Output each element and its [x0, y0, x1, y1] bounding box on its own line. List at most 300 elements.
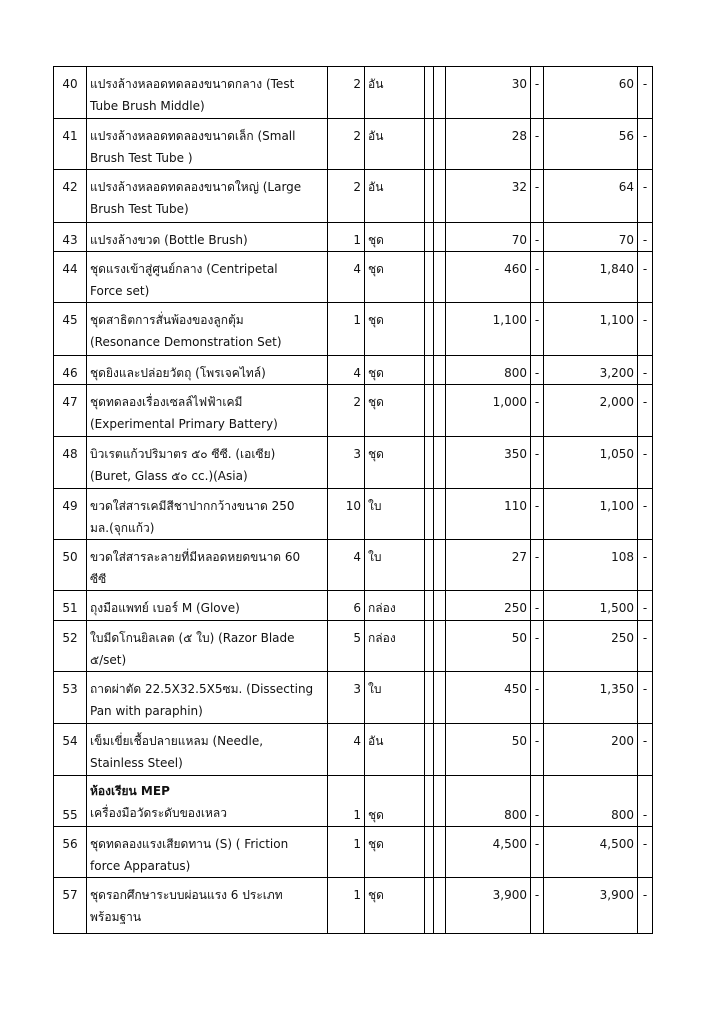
total-dash-cell [638, 170, 653, 223]
price-dash-cell [531, 385, 544, 437]
unit-cell [365, 827, 425, 878]
item-number: 52 [62, 631, 78, 645]
unit-price-cell [446, 489, 531, 540]
unit-price-cell [446, 170, 531, 223]
equipment-price-table [53, 66, 653, 934]
description-line: มล.(จุกแก้ว) [90, 521, 155, 535]
blank-a-cell [425, 303, 434, 356]
quantity-cell [328, 119, 365, 170]
total-price: 64 [618, 180, 634, 194]
description-line: ชุดยิงและปล่อยวัตถุ (โพรเจคไทล์) [90, 366, 266, 380]
table-row [54, 540, 653, 591]
price-dash: - [534, 77, 540, 91]
total-price: 70 [618, 233, 634, 247]
total-price-cell [544, 621, 638, 672]
item-description-cell [87, 489, 328, 540]
quantity: 1 [353, 837, 361, 851]
total-price: 3,200 [599, 366, 634, 380]
price-dash-cell [531, 437, 544, 489]
total-dash-cell [638, 356, 653, 385]
quantity-cell [328, 252, 365, 303]
unit-price: 70 [511, 233, 527, 247]
quantity: 1 [353, 808, 361, 822]
total-price: 800 [611, 808, 634, 822]
unit-price-cell [446, 356, 531, 385]
blank-a-cell [425, 776, 434, 827]
unit: ชุด [368, 888, 384, 902]
unit: ชุด [368, 808, 384, 822]
item-description-cell [87, 67, 328, 119]
item-description-cell [87, 119, 328, 170]
table-row [54, 878, 653, 934]
blank-b-cell [434, 223, 446, 252]
blank-b-cell [434, 540, 446, 591]
total-dash-cell [638, 303, 653, 356]
item-description-cell [87, 776, 328, 827]
unit: อัน [368, 77, 384, 91]
price-dash: - [534, 734, 540, 748]
table-row [54, 776, 653, 827]
blank-b-cell [434, 385, 446, 437]
total-dash: - [642, 550, 648, 564]
total-price: 1,050 [599, 447, 634, 461]
price-dash: - [534, 499, 540, 513]
item-number: 43 [62, 233, 78, 247]
unit-cell [365, 591, 425, 621]
item-description-cell [87, 170, 328, 223]
unit: กล่อง [368, 631, 396, 645]
price-dash: - [534, 233, 540, 247]
item-description-cell [87, 223, 328, 252]
unit-cell [365, 489, 425, 540]
unit-price-cell [446, 540, 531, 591]
description-line: Pan with paraphin) [90, 704, 203, 718]
unit-price: 50 [511, 734, 527, 748]
unit-cell [365, 67, 425, 119]
unit-price: 250 [504, 601, 527, 615]
price-dash-cell [531, 252, 544, 303]
unit-price: 50 [511, 631, 527, 645]
item-number-cell [54, 621, 87, 672]
total-dash: - [642, 129, 648, 143]
unit-cell [365, 119, 425, 170]
quantity-cell [328, 621, 365, 672]
description-line: แปรงล้างขวด (Bottle Brush) [90, 233, 248, 247]
total-dash: - [642, 888, 648, 902]
quantity: 4 [353, 734, 361, 748]
description-line: แปรงล้างหลอดทดลองขนาดกลาง (Test [90, 77, 295, 91]
quantity-cell [328, 878, 365, 934]
price-dash-cell [531, 119, 544, 170]
item-number: 51 [62, 601, 78, 615]
quantity: 4 [353, 262, 361, 276]
unit-price-cell [446, 724, 531, 776]
unit-price: 27 [511, 550, 527, 564]
blank-b-cell [434, 878, 446, 934]
unit-price: 450 [504, 682, 527, 696]
item-number: 47 [62, 395, 78, 409]
total-dash: - [642, 180, 648, 194]
price-dash: - [534, 888, 540, 902]
total-price-cell [544, 489, 638, 540]
total-dash-cell [638, 827, 653, 878]
description-line: ถุงมือแพทย์ เบอร์ M (Glove) [90, 601, 240, 615]
total-dash: - [642, 682, 648, 696]
unit: ชุด [368, 262, 384, 276]
quantity-cell [328, 540, 365, 591]
total-dash-cell [638, 385, 653, 437]
quantity-cell [328, 724, 365, 776]
description-line: ขวดใส่สารละลายที่มีหลอดหยดขนาด 60 [90, 550, 301, 564]
blank-a-cell [425, 827, 434, 878]
total-dash: - [642, 447, 648, 461]
total-price-cell [544, 385, 638, 437]
total-dash: - [642, 395, 648, 409]
unit-price: 1,000 [492, 395, 527, 409]
total-price-cell [544, 223, 638, 252]
blank-a-cell [425, 489, 434, 540]
quantity-cell [328, 776, 365, 827]
unit-cell [365, 252, 425, 303]
item-description-cell [87, 591, 328, 621]
quantity: 1 [353, 233, 361, 247]
total-price-cell [544, 356, 638, 385]
description-line: เครื่องมือวัดระดับของเหลว [90, 806, 227, 820]
total-dash: - [642, 734, 648, 748]
total-price-cell [544, 119, 638, 170]
unit-price-cell [446, 303, 531, 356]
description-line: บิวเรตแก้วปริมาตร ๕๐ ซีซี. (เอเซีย) [90, 447, 276, 461]
unit-price-cell [446, 119, 531, 170]
unit-cell [365, 437, 425, 489]
item-number: 57 [62, 888, 78, 902]
item-number: 42 [62, 180, 78, 194]
unit-price-cell [446, 827, 531, 878]
price-dash: - [534, 601, 540, 615]
price-dash-cell [531, 621, 544, 672]
total-price: 1,100 [599, 313, 634, 327]
quantity: 2 [353, 77, 361, 91]
unit: ชุด [368, 447, 384, 461]
item-number-cell [54, 119, 87, 170]
total-dash: - [642, 313, 648, 327]
total-dash: - [642, 601, 648, 615]
blank-b-cell [434, 170, 446, 223]
total-dash: - [642, 233, 648, 247]
price-dash: - [534, 682, 540, 696]
price-dash-cell [531, 67, 544, 119]
item-description-cell [87, 724, 328, 776]
unit-cell [365, 223, 425, 252]
table-row [54, 170, 653, 223]
price-dash-cell [531, 303, 544, 356]
description-line: (Experimental Primary Battery) [90, 417, 278, 431]
quantity-cell [328, 223, 365, 252]
unit-price: 32 [511, 180, 527, 194]
total-price: 108 [611, 550, 634, 564]
table-row [54, 385, 653, 437]
description-line: ถาดผ่าตัด 22.5X32.5X5ซม. (Dissecting [90, 682, 314, 696]
blank-b-cell [434, 672, 446, 724]
blank-b-cell [434, 489, 446, 540]
item-number: 41 [62, 129, 78, 143]
table-row [54, 621, 653, 672]
quantity-cell [328, 170, 365, 223]
description-line: Brush Test Tube) [90, 202, 189, 216]
total-dash: - [642, 262, 648, 276]
blank-a-cell [425, 356, 434, 385]
total-price: 1,100 [599, 499, 634, 513]
item-number: 55 [62, 808, 78, 822]
unit-cell [365, 878, 425, 934]
blank-b-cell [434, 591, 446, 621]
total-price: 4,500 [599, 837, 634, 851]
unit-price: 4,500 [492, 837, 527, 851]
blank-b-cell [434, 252, 446, 303]
unit-cell [365, 356, 425, 385]
unit-price-cell [446, 385, 531, 437]
price-dash: - [534, 808, 540, 822]
item-number-cell [54, 827, 87, 878]
unit: ชุด [368, 395, 384, 409]
item-description-cell [87, 303, 328, 356]
total-dash: - [642, 366, 648, 380]
blank-a-cell [425, 170, 434, 223]
total-dash-cell [638, 672, 653, 724]
price-dash-cell [531, 827, 544, 878]
quantity: 5 [353, 631, 361, 645]
blank-b-cell [434, 621, 446, 672]
quantity-cell [328, 591, 365, 621]
blank-a-cell [425, 621, 434, 672]
quantity: 4 [353, 550, 361, 564]
table-row [54, 591, 653, 621]
unit: อัน [368, 129, 384, 143]
table-row [54, 672, 653, 724]
total-price-cell [544, 252, 638, 303]
total-price-cell [544, 303, 638, 356]
item-description-cell [87, 252, 328, 303]
table-row [54, 119, 653, 170]
price-dash: - [534, 447, 540, 461]
item-number: 44 [62, 262, 78, 276]
price-dash: - [534, 550, 540, 564]
price-dash-cell [531, 591, 544, 621]
quantity-cell [328, 489, 365, 540]
table-row [54, 827, 653, 878]
item-number: 56 [62, 837, 78, 851]
description-line: Force set) [90, 284, 150, 298]
table-row [54, 67, 653, 119]
unit: ใบ [368, 682, 382, 696]
price-dash-cell [531, 170, 544, 223]
description-line: ชุดทดลองเรื่องเซลล์ไฟฟ้าเคมี [90, 395, 243, 409]
quantity: 2 [353, 129, 361, 143]
unit-price-cell [446, 223, 531, 252]
unit-price: 3,900 [492, 888, 527, 902]
blank-b-cell [434, 437, 446, 489]
price-dash: - [534, 366, 540, 380]
total-dash-cell [638, 489, 653, 540]
quantity: 10 [345, 499, 361, 513]
unit-cell [365, 540, 425, 591]
quantity-cell [328, 385, 365, 437]
description-line: (Resonance Demonstration Set) [90, 335, 282, 349]
total-dash-cell [638, 437, 653, 489]
item-number: 53 [62, 682, 78, 696]
price-dash: - [534, 631, 540, 645]
description-line: Brush Test Tube ) [90, 151, 193, 165]
description-line: ๕/set) [90, 653, 127, 667]
total-price-cell [544, 724, 638, 776]
item-description-cell [87, 827, 328, 878]
item-number: 50 [62, 550, 78, 564]
total-price: 1,350 [599, 682, 634, 696]
item-number-cell [54, 489, 87, 540]
total-price-cell [544, 776, 638, 827]
total-dash: - [642, 631, 648, 645]
total-dash-cell [638, 540, 653, 591]
total-dash-cell [638, 724, 653, 776]
unit-price-cell [446, 672, 531, 724]
quantity-cell [328, 672, 365, 724]
total-price: 56 [618, 129, 634, 143]
description-line: Tube Brush Middle) [90, 99, 205, 113]
item-description-cell [87, 356, 328, 385]
item-number: 48 [62, 447, 78, 461]
blank-b-cell [434, 356, 446, 385]
price-dash-cell [531, 489, 544, 540]
total-price-cell [544, 437, 638, 489]
blank-a-cell [425, 223, 434, 252]
item-number-cell [54, 878, 87, 934]
item-description-cell [87, 878, 328, 934]
unit: ชุด [368, 313, 384, 327]
unit-price: 800 [504, 366, 527, 380]
price-dash-cell [531, 776, 544, 827]
blank-a-cell [425, 385, 434, 437]
table-row [54, 252, 653, 303]
description-line: ชุดทดลองแรงเสียดทาน (S) ( Friction [90, 837, 289, 851]
total-dash-cell [638, 252, 653, 303]
description-line: force Apparatus) [90, 859, 191, 873]
description-line: Stainless Steel) [90, 756, 183, 770]
description-line: ใบมีดโกนยิลเลต (๕ ใบ) (Razor Blade [90, 631, 295, 645]
item-number-cell [54, 67, 87, 119]
unit-cell [365, 621, 425, 672]
quantity: 3 [353, 682, 361, 696]
item-number-cell [54, 672, 87, 724]
total-dash-cell [638, 591, 653, 621]
total-dash-cell [638, 67, 653, 119]
item-description-cell [87, 540, 328, 591]
description-line: ซีซี [90, 572, 107, 586]
item-number-cell [54, 776, 87, 827]
price-dash: - [534, 313, 540, 327]
unit-price-cell [446, 591, 531, 621]
unit-price: 1,100 [492, 313, 527, 327]
item-number-cell [54, 591, 87, 621]
quantity: 3 [353, 447, 361, 461]
price-dash-cell [531, 672, 544, 724]
unit-price: 110 [504, 499, 527, 513]
unit-price: 800 [504, 808, 527, 822]
description-line: ชุดสาธิตการสั่นพ้องของลูกตุ้ม [90, 313, 244, 327]
quantity: 1 [353, 313, 361, 327]
description-line: เข็มเขี่ยเชื้อปลายแหลม (Needle, [90, 734, 264, 748]
blank-b-cell [434, 67, 446, 119]
table-row [54, 303, 653, 356]
quantity-cell [328, 303, 365, 356]
blank-b-cell [434, 776, 446, 827]
unit-price-cell [446, 252, 531, 303]
unit: กล่อง [368, 601, 396, 615]
quantity: 4 [353, 366, 361, 380]
total-dash: - [642, 837, 648, 851]
description-line: ชุดรอกศึกษาระบบผ่อนแรง 6 ประเภท [90, 888, 283, 902]
item-number-cell [54, 223, 87, 252]
description-line: ขวดใส่สารเคมีสีชาปากกว้างขนาด 250 [90, 499, 295, 513]
blank-a-cell [425, 67, 434, 119]
blank-a-cell [425, 878, 434, 934]
unit-price-cell [446, 776, 531, 827]
blank-a-cell [425, 672, 434, 724]
item-number-cell [54, 540, 87, 591]
table-row [54, 356, 653, 385]
blank-a-cell [425, 119, 434, 170]
description-line: (Buret, Glass ๕๐ cc.)(Asia) [90, 469, 248, 483]
item-description-cell [87, 385, 328, 437]
unit: อัน [368, 734, 384, 748]
total-price-cell [544, 540, 638, 591]
quantity: 2 [353, 395, 361, 409]
item-number-cell [54, 356, 87, 385]
item-number: 45 [62, 313, 78, 327]
item-number-cell [54, 170, 87, 223]
blank-b-cell [434, 303, 446, 356]
unit: ชุด [368, 837, 384, 851]
total-dash: - [642, 808, 648, 822]
price-dash: - [534, 262, 540, 276]
blank-a-cell [425, 591, 434, 621]
unit-price-cell [446, 67, 531, 119]
unit-cell [365, 303, 425, 356]
unit-cell [365, 170, 425, 223]
item-number-cell [54, 385, 87, 437]
item-description-cell [87, 621, 328, 672]
item-number-cell [54, 303, 87, 356]
total-dash: - [642, 77, 648, 91]
quantity: 6 [353, 601, 361, 615]
blank-a-cell [425, 252, 434, 303]
total-dash: - [642, 499, 648, 513]
table-row [54, 437, 653, 489]
description-line: แปรงล้างหลอดทดลองขนาดใหญ่ (Large [90, 180, 302, 194]
total-price: 200 [611, 734, 634, 748]
item-number: 54 [62, 734, 78, 748]
total-price-cell [544, 827, 638, 878]
unit-price-cell [446, 621, 531, 672]
item-number-cell [54, 724, 87, 776]
quantity-cell [328, 67, 365, 119]
quantity-cell [328, 827, 365, 878]
unit-price: 460 [504, 262, 527, 276]
table-row [54, 489, 653, 540]
total-dash-cell [638, 223, 653, 252]
total-price: 60 [618, 77, 634, 91]
description-line: แปรงล้างหลอดทดลองขนาดเล็ก (Small [90, 129, 296, 143]
quantity-cell [328, 356, 365, 385]
